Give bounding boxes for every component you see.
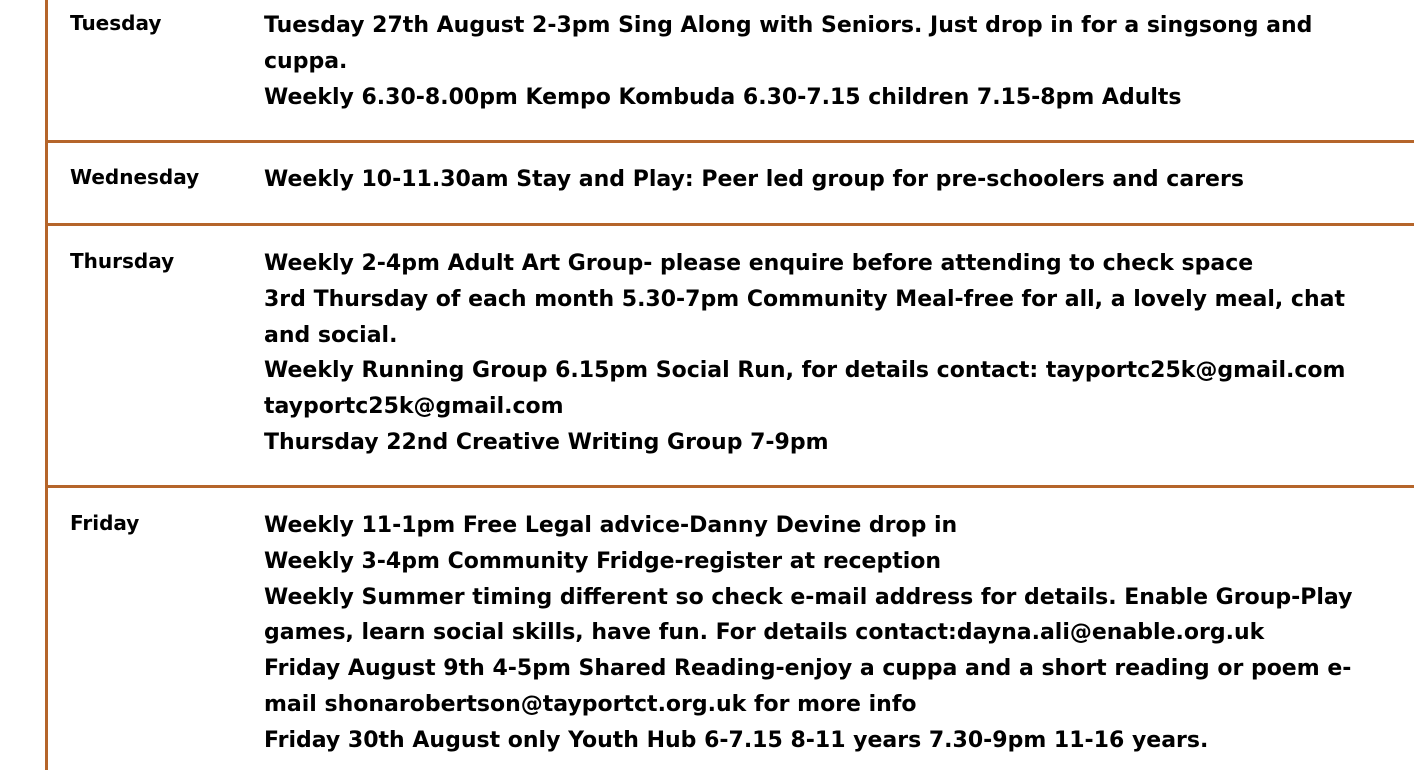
event-line: cuppa.: [264, 48, 348, 74]
day-label-thursday: Thursday: [70, 249, 175, 273]
tuesday-events: [264, 8, 1400, 115]
day-label-tuesday: Tuesday: [70, 11, 162, 35]
day-label-wednesday: Wednesday: [70, 165, 200, 189]
row-divider: [45, 140, 1414, 143]
event-line: Weekly Summer timing different so check e-mail address for details. Enable Group-Play: [264, 584, 1353, 610]
table-left-border: [45, 0, 48, 770]
row-divider: [45, 223, 1414, 226]
event-line: Friday August 9th 4-5pm Shared Reading-enjoy a cuppa and a short reading or poem e-: [264, 656, 1352, 682]
event-line: Weekly 2-4pm Adult Art Group- please enquire before attending to check space: [264, 251, 1254, 276]
event-line: games, learn social skills, have fun. For details contact:dayna.ali@enable.org.uk: [264, 620, 1265, 646]
event-line: 3rd Thursday of each month 5.30-7pm Community Meal-free for all, a lovely meal, chat: [264, 286, 1345, 312]
event-line: Weekly Running Group 6.15pm Social Run, for details contact: tayportc25k@gmail.com: [264, 358, 1346, 384]
thursday-events: [264, 246, 1400, 461]
row-divider: [45, 485, 1414, 488]
event-line: and social.: [264, 322, 398, 348]
event-line: Tuesday 27th August 2-3pm Sing Along with Seniors. Just drop in for a singsong and: [264, 13, 1313, 38]
event-line: Weekly 10-11.30am Stay and Play: Peer led group for pre-schoolers and carers: [264, 167, 1244, 192]
event-line: tayportc25k@gmail.com: [264, 394, 564, 420]
event-line: Weekly 3-4pm Community Fridge-register at reception: [264, 548, 942, 574]
event-line: Weekly 6.30-8.00pm Kempo Kombuda 6.30-7.15 children 7.15-8pm Adults: [264, 84, 1182, 110]
day-label-friday: Friday: [70, 511, 140, 535]
event-line: Thursday 22nd Creative Writing Group 7-9pm: [264, 429, 829, 455]
event-line: Weekly 11-1pm Free Legal advice-Danny Devine drop in: [264, 513, 958, 538]
event-line: mail shonarobertson@tayportct.org.uk for more info: [264, 691, 917, 717]
wednesday-events: [264, 162, 1400, 198]
friday-events: [264, 508, 1400, 759]
event-line: Friday 30th August only Youth Hub 6-7.15 8-11 years 7.30-9pm 11-16 years.: [264, 727, 1209, 753]
